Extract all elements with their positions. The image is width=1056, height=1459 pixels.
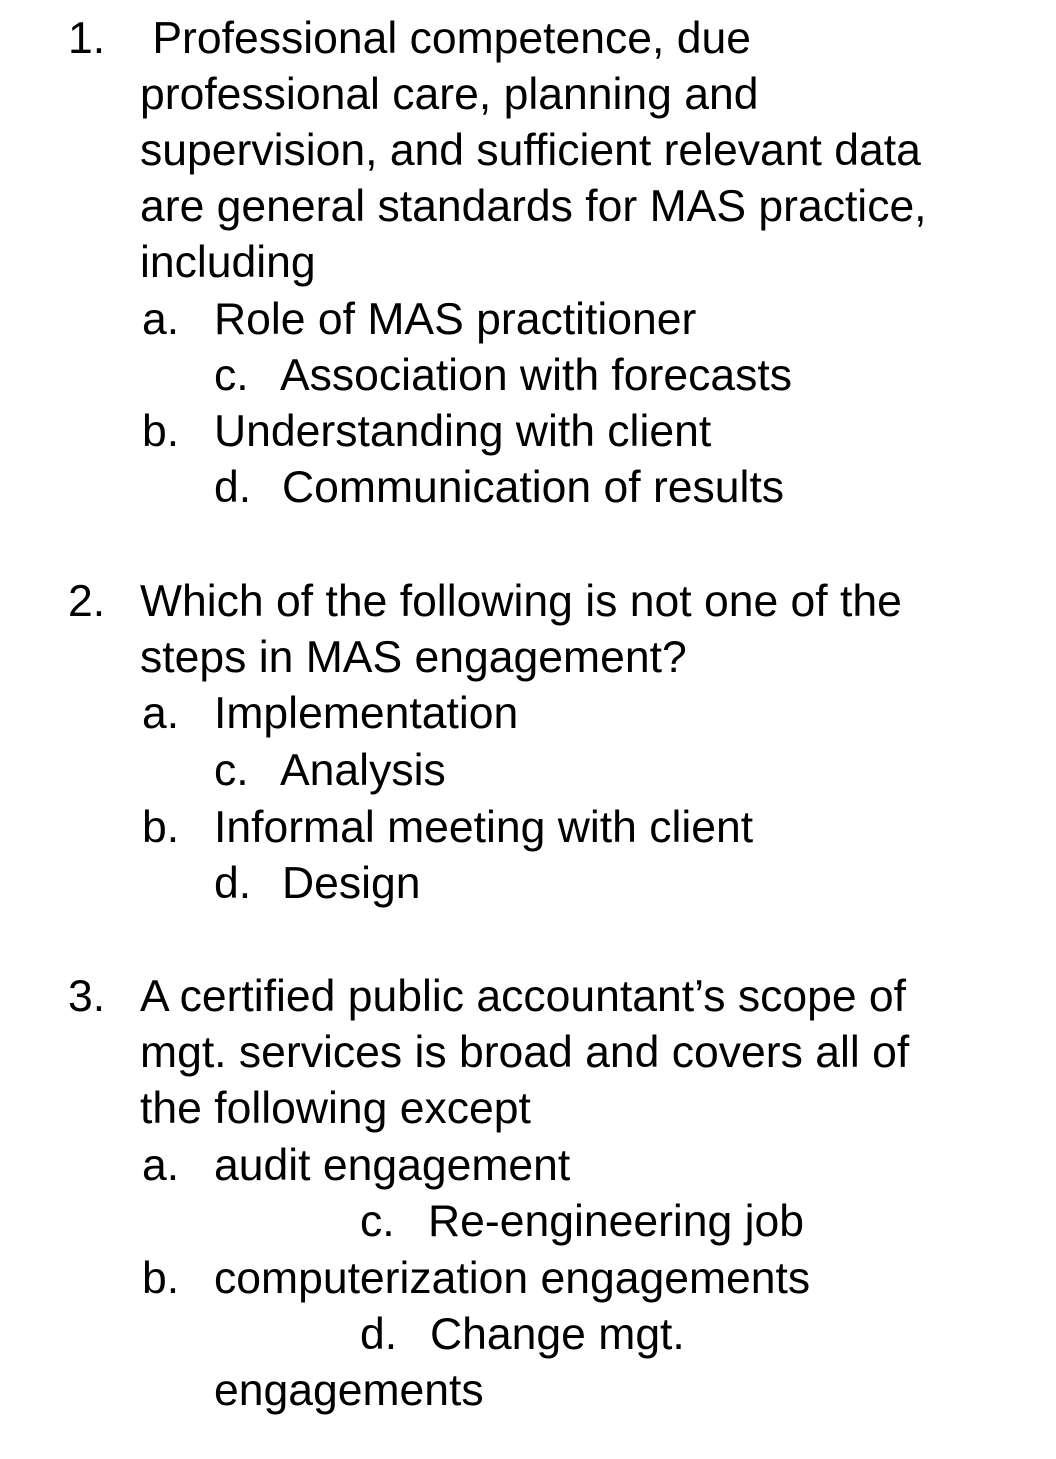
- question-1-option-a-text: Role of MAS practitioner: [214, 295, 697, 344]
- question-1-stem-line-4: are general standards for MAS practice,: [140, 182, 927, 231]
- question-3-option-b-text: computerization engagements: [214, 1254, 811, 1303]
- question-2-option-a-text: Implementation: [214, 689, 519, 738]
- question-2-option-d-text: Design: [282, 859, 421, 908]
- question-3-option-c-letter: c.: [360, 1197, 395, 1246]
- question-3-option-c-text: Re-engineering job: [428, 1197, 805, 1246]
- question-1-option-c-letter: c.: [214, 351, 249, 400]
- question-3-option-a-letter: a.: [142, 1141, 180, 1190]
- question-2-option-c-letter: c.: [214, 746, 249, 795]
- question-3-stem-line-2: mgt. services is broad and covers all of: [140, 1028, 910, 1077]
- question-3-stem-line-3: the following except: [140, 1084, 531, 1133]
- question-3-stem-line-1: A certified public accountant’s scope of: [140, 972, 907, 1021]
- question-3-option-d-continuation: engagements: [214, 1366, 484, 1415]
- question-2-option-c-text: Analysis: [280, 746, 446, 795]
- question-1-option-d-letter: d.: [214, 463, 252, 512]
- question-2-number: 2.: [68, 577, 106, 626]
- question-3-option-b-letter: b.: [142, 1254, 180, 1303]
- question-1-stem-line-2: professional care, planning and: [140, 70, 759, 119]
- question-1-option-a-letter: a.: [142, 295, 180, 344]
- question-1-option-b-text: Understanding with client: [214, 407, 712, 456]
- question-1-stem-line-3: supervision, and sufficient relevant data: [140, 126, 921, 175]
- question-1-option-b-letter: b.: [142, 407, 180, 456]
- question-1-stem-line-1: Professional competence, due: [140, 14, 752, 63]
- question-2-stem-line-1: Which of the following is not one of the: [140, 577, 902, 626]
- question-2-option-b-letter: b.: [142, 803, 180, 852]
- question-2-option-d-letter: d.: [214, 859, 252, 908]
- question-1-option-c-text: Association with forecasts: [280, 351, 792, 400]
- question-2-option-a-letter: a.: [142, 689, 180, 738]
- question-3-option-d-text: Change mgt.: [430, 1310, 685, 1359]
- question-2-stem-line-2: steps in MAS engagement?: [140, 633, 687, 682]
- question-1-number: 1.: [68, 14, 106, 63]
- question-1-stem-line-5: including: [140, 238, 316, 287]
- question-2-option-b-text: Informal meeting with client: [214, 803, 754, 852]
- question-1-option-d-text: Communication of results: [282, 463, 785, 512]
- question-3-option-d-letter: d.: [360, 1310, 398, 1359]
- question-3-option-a-text: audit engagement: [214, 1141, 571, 1190]
- question-3-number: 3.: [68, 972, 106, 1021]
